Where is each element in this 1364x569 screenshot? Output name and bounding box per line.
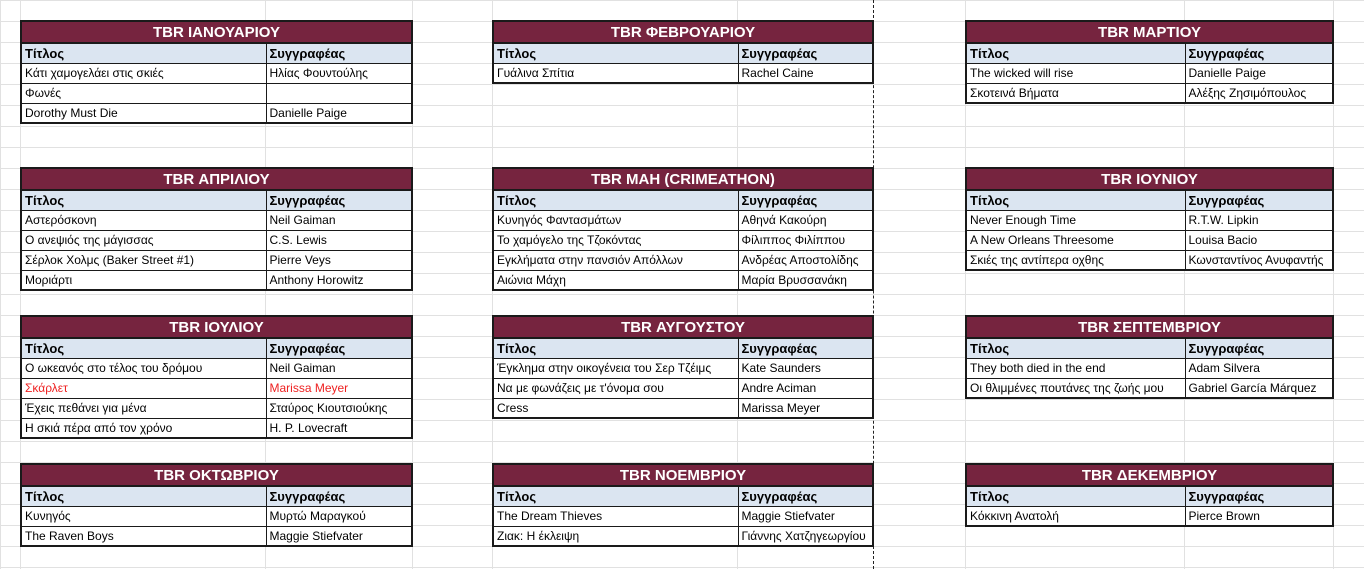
author-column-header[interactable]: Συγγραφέας <box>738 43 873 63</box>
book-title-cell[interactable]: Σέρλοκ Χολμς (Baker Street #1) <box>21 250 266 270</box>
month-title-row <box>21 464 412 486</box>
author-column-header[interactable]: Συγγραφέας <box>266 486 412 506</box>
book-row <box>493 526 873 546</box>
book-author-cell[interactable]: R.T.W. Lipkin <box>1185 210 1333 230</box>
tbr-month-table <box>20 315 413 439</box>
book-author-cell[interactable] <box>266 83 412 103</box>
title-column-header[interactable]: Τίτλος <box>21 43 266 63</box>
month-title[interactable]: TBR ΝΟΕΜΒΡΙΟΥ <box>493 464 873 486</box>
book-row <box>966 358 1333 378</box>
column-header-row <box>966 338 1333 358</box>
month-title[interactable]: TBR ΑΥΓΟΥΣΤΟΥ <box>493 316 873 338</box>
book-title-cell[interactable]: Σκιές της αντίπερα οχθης <box>966 250 1185 270</box>
book-row <box>21 398 412 418</box>
title-column-header[interactable]: Τίτλος <box>21 190 266 210</box>
tbr-month-table <box>492 463 874 547</box>
book-author-cell[interactable]: Andre Aciman <box>738 378 873 398</box>
book-row <box>493 398 873 418</box>
tbr-month-table <box>965 463 1334 527</box>
book-title-cell[interactable]: Σκάρλετ <box>21 378 266 398</box>
title-column-header[interactable]: Τίτλος <box>966 43 1185 63</box>
month-title[interactable]: TBR ΜΑΡΤΙΟΥ <box>966 21 1333 43</box>
book-author-cell[interactable]: Louisa Bacio <box>1185 230 1333 250</box>
book-title-cell[interactable]: Μοριάρτι <box>21 270 266 290</box>
title-column-header[interactable]: Τίτλος <box>966 190 1185 210</box>
title-column-header[interactable]: Τίτλος <box>493 43 738 63</box>
book-title-cell[interactable]: Κόκκινη Ανατολή <box>966 506 1185 526</box>
author-column-header[interactable]: Συγγραφέας <box>738 190 873 210</box>
book-title-cell[interactable]: Κυνηγός Φαντασμάτων <box>493 210 738 230</box>
author-column-header[interactable]: Συγγραφέας <box>1185 190 1333 210</box>
column-header-row <box>21 486 412 506</box>
month-title-row <box>493 464 873 486</box>
book-title-cell[interactable]: Γυάλινα Σπίτια <box>493 63 738 83</box>
book-row <box>493 506 873 526</box>
author-column-header[interactable]: Συγγραφέας <box>1185 43 1333 63</box>
book-row <box>493 358 873 378</box>
book-title-cell[interactable]: Η σκιά πέρα από τον χρόνο <box>21 418 266 438</box>
month-title-row <box>966 21 1333 43</box>
book-author-cell[interactable]: Ανδρέας Αποστολίδης <box>738 250 873 270</box>
title-column-header[interactable]: Τίτλος <box>21 486 266 506</box>
book-author-cell[interactable]: Marissa Meyer <box>266 378 412 398</box>
book-title-cell[interactable]: Φωνές <box>21 83 266 103</box>
author-column-header[interactable]: Συγγραφέας <box>266 338 412 358</box>
book-row <box>493 230 873 250</box>
month-title-row <box>493 168 873 190</box>
book-author-cell[interactable]: Μαρία Βρυσσανάκη <box>738 270 873 290</box>
month-title[interactable]: TBR ΙΟΥΛΙΟΥ <box>21 316 412 338</box>
book-author-cell[interactable]: Κωνσταντίνος Ανυφαντής <box>1185 250 1333 270</box>
book-row <box>21 506 412 526</box>
book-title-cell[interactable]: Σκοτεινά Βήματα <box>966 83 1185 103</box>
book-author-cell[interactable]: H. P. Lovecraft <box>266 418 412 438</box>
tbr-month-table <box>965 167 1334 271</box>
month-title-row <box>966 168 1333 190</box>
book-author-cell[interactable]: Kate Saunders <box>738 358 873 378</box>
month-title[interactable]: TBR ΟΚΤΩΒΡΙΟΥ <box>21 464 412 486</box>
book-author-cell[interactable]: Marissa Meyer <box>738 398 873 418</box>
book-row <box>21 230 412 250</box>
month-title[interactable]: TBR ΑΠΡΙΛΙΟΥ <box>21 168 412 190</box>
book-row <box>21 210 412 230</box>
month-title-row <box>966 464 1333 486</box>
book-row <box>21 378 412 398</box>
title-column-header[interactable]: Τίτλος <box>966 486 1185 506</box>
tbr-month-table <box>492 167 874 291</box>
month-title-row <box>21 168 412 190</box>
book-title-cell[interactable]: Κάτι χαμογελάει στις σκιές <box>21 63 266 83</box>
book-title-cell[interactable]: Έχεις πεθάνει για μένα <box>21 398 266 418</box>
book-title-cell[interactable]: Κυνηγός <box>21 506 266 526</box>
column-header-row <box>493 43 873 63</box>
book-row <box>493 270 873 290</box>
book-author-cell[interactable]: Αλέξης Ζησιμόπουλος <box>1185 83 1333 103</box>
month-title-row <box>493 316 873 338</box>
tbr-month-table <box>492 20 874 84</box>
book-title-cell[interactable]: Cress <box>493 398 738 418</box>
book-title-cell[interactable]: Dorothy Must Die <box>21 103 266 123</box>
book-row <box>966 506 1333 526</box>
month-title-row <box>966 316 1333 338</box>
title-column-header[interactable]: Τίτλος <box>493 338 738 358</box>
author-column-header[interactable]: Συγγραφέας <box>1185 486 1333 506</box>
book-author-cell[interactable]: Gabriel García Márquez <box>1185 378 1333 398</box>
book-author-cell[interactable]: Γιάννης Χατζηγεωργίου <box>738 526 873 546</box>
book-title-cell[interactable]: Εγκλήματα στην πανσιόν Απόλλων <box>493 250 738 270</box>
book-title-cell[interactable]: Ο ανεψιός της μάγισσας <box>21 230 266 250</box>
book-row <box>966 63 1333 83</box>
author-column-header[interactable]: Συγγραφέας <box>266 190 412 210</box>
book-title-cell[interactable]: They both died in the end <box>966 358 1185 378</box>
book-author-cell[interactable]: Danielle Paige <box>266 103 412 123</box>
month-title[interactable]: TBR ΦΕΒΡΟΥΑΡΙΟΥ <box>493 21 873 43</box>
book-author-cell[interactable]: Ηλίας Φουντούλης <box>266 63 412 83</box>
book-author-cell[interactable]: Neil Gaiman <box>266 358 412 378</box>
month-title[interactable]: TBR ΔΕΚΕΜΒΡΙΟΥ <box>966 464 1333 486</box>
book-author-cell[interactable]: C.S. Lewis <box>266 230 412 250</box>
column-header-row <box>21 338 412 358</box>
book-author-cell[interactable]: Danielle Paige <box>1185 63 1333 83</box>
book-row <box>21 358 412 378</box>
book-title-cell[interactable]: Never Enough Time <box>966 210 1185 230</box>
book-author-cell[interactable]: Neil Gaiman <box>266 210 412 230</box>
book-row <box>21 418 412 438</box>
book-author-cell[interactable]: Anthony Horowitz <box>266 270 412 290</box>
book-author-cell[interactable]: Maggie Stiefvater <box>738 506 873 526</box>
book-title-cell[interactable]: Αστερόσκονη <box>21 210 266 230</box>
book-author-cell[interactable]: Σταύρος Κιουτσιούκης <box>266 398 412 418</box>
book-author-cell[interactable]: Μυρτώ Μαραγκού <box>266 506 412 526</box>
book-row <box>21 270 412 290</box>
book-title-cell[interactable]: The Dream Thieves <box>493 506 738 526</box>
column-header-row <box>21 43 412 63</box>
book-row <box>493 210 873 230</box>
month-title[interactable]: TBR ΙΑΝΟΥΑΡΙΟΥ <box>21 21 412 43</box>
column-header-row <box>493 486 873 506</box>
book-title-cell[interactable]: Ζιακ: Η έκλειψη <box>493 526 738 546</box>
book-row <box>21 103 412 123</box>
month-title-row <box>493 21 873 43</box>
book-author-cell[interactable]: Pierre Veys <box>266 250 412 270</box>
author-column-header[interactable]: Συγγραφέας <box>738 338 873 358</box>
book-row <box>21 526 412 546</box>
column-header-row <box>966 190 1333 210</box>
book-row <box>21 63 412 83</box>
book-title-cell[interactable]: Αιώνια Μάχη <box>493 270 738 290</box>
book-title-cell[interactable]: The Raven Boys <box>21 526 266 546</box>
book-author-cell[interactable]: Rachel Caine <box>738 63 873 83</box>
column-header-row <box>966 43 1333 63</box>
tbr-month-table <box>20 167 413 291</box>
book-author-cell[interactable]: Pierce Brown <box>1185 506 1333 526</box>
author-column-header[interactable]: Συγγραφέας <box>266 43 412 63</box>
tbr-month-table <box>20 20 413 124</box>
book-row <box>966 210 1333 230</box>
month-title[interactable]: TBR ΣΕΠΤΕΜΒΡΙΟΥ <box>966 316 1333 338</box>
book-title-cell[interactable]: Έγκλημα στην οικογένεια του Σερ Τζέιμς <box>493 358 738 378</box>
column-header-row <box>21 190 412 210</box>
title-column-header[interactable]: Τίτλος <box>966 338 1185 358</box>
tbr-month-table <box>965 315 1334 399</box>
column-header-row <box>493 338 873 358</box>
book-author-cell[interactable]: Αθηνά Κακούρη <box>738 210 873 230</box>
book-row <box>21 250 412 270</box>
book-row <box>966 83 1333 103</box>
title-column-header[interactable]: Τίτλος <box>493 190 738 210</box>
book-row <box>966 230 1333 250</box>
book-row <box>493 63 873 83</box>
title-column-header[interactable]: Τίτλος <box>493 486 738 506</box>
book-title-cell[interactable]: Το χαμόγελο της Τζοκόντας <box>493 230 738 250</box>
month-title[interactable]: TBR ΜΑΗ (CRIMEATHON) <box>493 168 873 190</box>
title-column-header[interactable]: Τίτλος <box>21 338 266 358</box>
month-title-row <box>21 21 412 43</box>
month-title[interactable]: TBR ΙΟΥΝΙΟΥ <box>966 168 1333 190</box>
tbr-month-table <box>20 463 413 547</box>
column-header-row <box>966 486 1333 506</box>
book-title-cell[interactable]: Οι θλιμμένες πουτάνες της ζωής μου <box>966 378 1185 398</box>
book-title-cell[interactable]: Να με φωνάζεις με τ'όνομα σου <box>493 378 738 398</box>
book-author-cell[interactable]: Adam Silvera <box>1185 358 1333 378</box>
author-column-header[interactable]: Συγγραφέας <box>1185 338 1333 358</box>
book-title-cell[interactable]: A New Orleans Threesome <box>966 230 1185 250</box>
tbr-month-table <box>492 315 874 419</box>
book-row <box>966 250 1333 270</box>
book-row <box>493 250 873 270</box>
book-row <box>493 378 873 398</box>
book-row <box>21 83 412 103</box>
book-author-cell[interactable]: Maggie Stiefvater <box>266 526 412 546</box>
book-author-cell[interactable]: Φίλιππος Φιλίππου <box>738 230 873 250</box>
month-title-row <box>21 316 412 338</box>
book-title-cell[interactable]: Ο ωκεανός στο τέλος του δρόμου <box>21 358 266 378</box>
book-title-cell[interactable]: The wicked will rise <box>966 63 1185 83</box>
tbr-month-table <box>965 20 1334 104</box>
column-header-row <box>493 190 873 210</box>
author-column-header[interactable]: Συγγραφέας <box>738 486 873 506</box>
book-row <box>966 378 1333 398</box>
